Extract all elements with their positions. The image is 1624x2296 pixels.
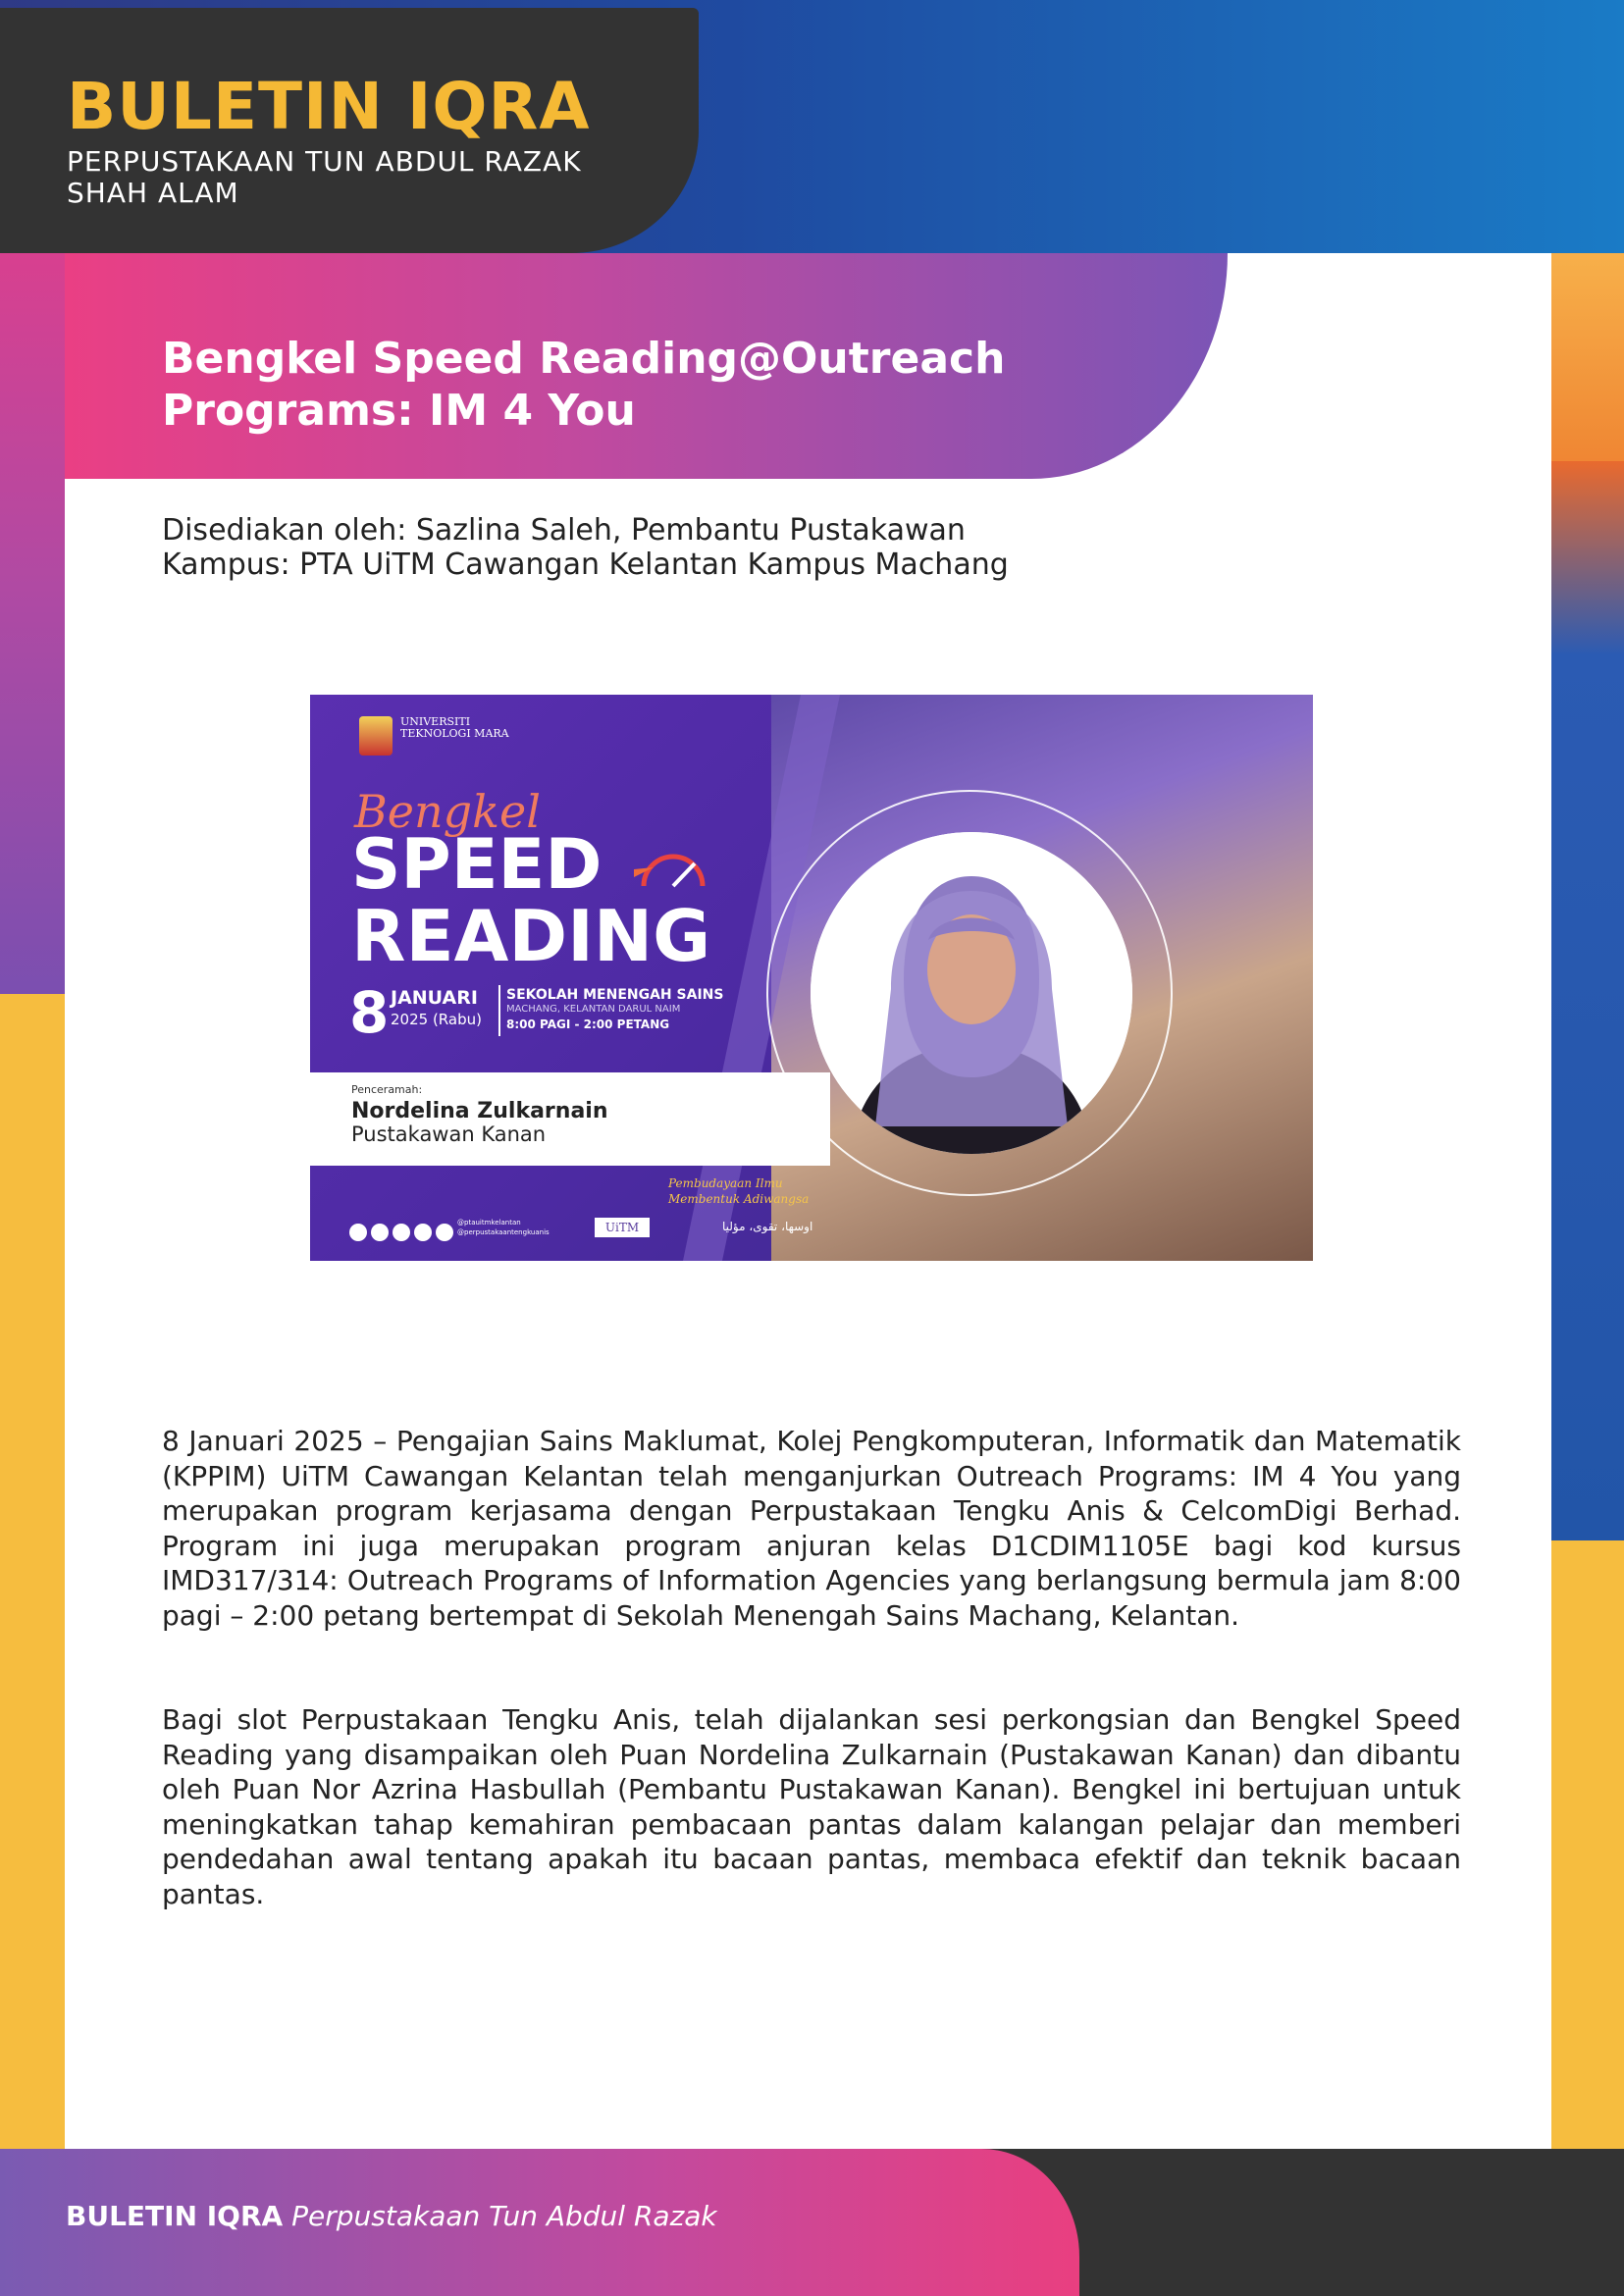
poster-social-handles: [457, 1218, 550, 1237]
uitm-logo-icon: [359, 716, 393, 756]
article-paragraph: Bagi slot Perpustakaan Tengku Anis, telah dijalankan sesi perkongsian dan Bengkel Speed Reading yang disampaikan oleh Puan Nordelina Zulkarnain (Pustakawan Kanan) dan dibantu oleh Puan Nor Azrina Hasbullah (Pembantu Pustakawan Kanan). Bengkel ini bertujuan untuk meningkatkan tahap kemahiran pembacaan pantas dalam kalangan pelajar dan memberi pendedahan awal tentang apakah itu bacaan pantas, membaca efektif dan teknik bacaan pantas.: [162, 1703, 1461, 1910]
event-poster: [310, 695, 1313, 1261]
uitm-badge: UiTM: [595, 1218, 650, 1237]
poster-date-day: 8: [349, 979, 390, 1046]
left-yellow-strip: [0, 994, 65, 2149]
instagram-icon: [371, 1224, 389, 1241]
article-title-continued: Programs: IM 4 You: [162, 386, 636, 436]
poster-headline-reading: READING: [351, 895, 711, 977]
poster-venue: SEKOLAH MENENGAH SAINS: [506, 987, 724, 1003]
poster-speaker-role: Pustakawan Kanan: [351, 1122, 547, 1146]
poster-social-icons: [349, 1222, 457, 1241]
poster-headline-speed: SPEED: [351, 824, 602, 905]
speedometer-icon: [634, 842, 712, 896]
masthead-subtitle-location: SHAH ALAM: [67, 177, 239, 209]
poster-speaker-label: Penceramah:: [351, 1083, 423, 1096]
article-title: Bengkel Speed Reading@Outreach: [162, 334, 1006, 384]
poster-location: MACHANG, KELANTAN DARUL NAIM: [506, 1004, 681, 1015]
article-paragraph: 8 Januari 2025 – Pengajian Sains Maklumat, Kolej Pengkomputeran, Informatik dan Matematik (KPPIM) UiTM Cawangan Kelantan telah menganjurkan Outreach Programs: IM 4 You yang merupakan program kerjasama dengan Perpustakaan Tengku Anis & CelcomDigi Berhad. Program ini juga merupakan program anjuran kelas D1CDIM1105E bagi kod kursus IMD317/314: Outreach Programs of Information Agencies yang berlangsung bermula jam 8:00 pagi – 2:00 petang bertempat di Sekolah Menengah Sains Machang, Kelantan.: [162, 1425, 1461, 1632]
x-icon: [393, 1224, 410, 1241]
poster-arabic-motto: اوسها، تقوى، مؤليا: [722, 1220, 813, 1233]
speaker-silhouette-icon: [811, 832, 1132, 1154]
poster-time: 8:00 PAGI - 2:00 PETANG: [506, 1018, 670, 1031]
masthead-title: BULETIN IQRA: [67, 69, 591, 144]
poster-handle: @ptauitmkelantan: [457, 1219, 521, 1226]
article-author: Disediakan oleh: Sazlina Saleh, Pembantu Pustakawan: [162, 513, 966, 548]
youtube-icon: [414, 1224, 432, 1241]
poster-date-year: 2025 (Rabu): [391, 1011, 482, 1028]
article-campus: Kampus: PTA UiTM Cawangan Kelantan Kampus Machang: [162, 548, 1009, 582]
right-yellow-strip: [1551, 1540, 1624, 2149]
footer-label: [66, 2200, 717, 2232]
right-blue-strip: [1551, 461, 1624, 1540]
speaker-portrait: [811, 832, 1132, 1154]
footer-tagline: Perpustakaan Tun Abdul Razak: [291, 2200, 717, 2232]
facebook-icon: [349, 1224, 367, 1241]
left-gradient-strip: [0, 253, 65, 994]
footer-brand: BULETIN IQRA: [66, 2200, 284, 2232]
poster-speaker-name: Nordelina Zulkarnain: [351, 1099, 608, 1123]
poster-date-month: JANUARI: [391, 987, 478, 1009]
poster-university-name: UNIVERSITI TEKNOLOGI MARA: [400, 715, 509, 740]
poster-divider: [498, 985, 500, 1036]
tiktok-icon: [436, 1224, 453, 1241]
poster-slogan: Pembudayaan Ilmu Membentuk Adiwangsa: [668, 1176, 810, 1206]
poster-script-word: Bengkel: [354, 785, 541, 838]
masthead-subtitle: PERPUSTAKAAN TUN ABDUL RAZAK: [67, 145, 582, 178]
poster-handle: @perpustakaantengkuanis: [457, 1228, 550, 1236]
